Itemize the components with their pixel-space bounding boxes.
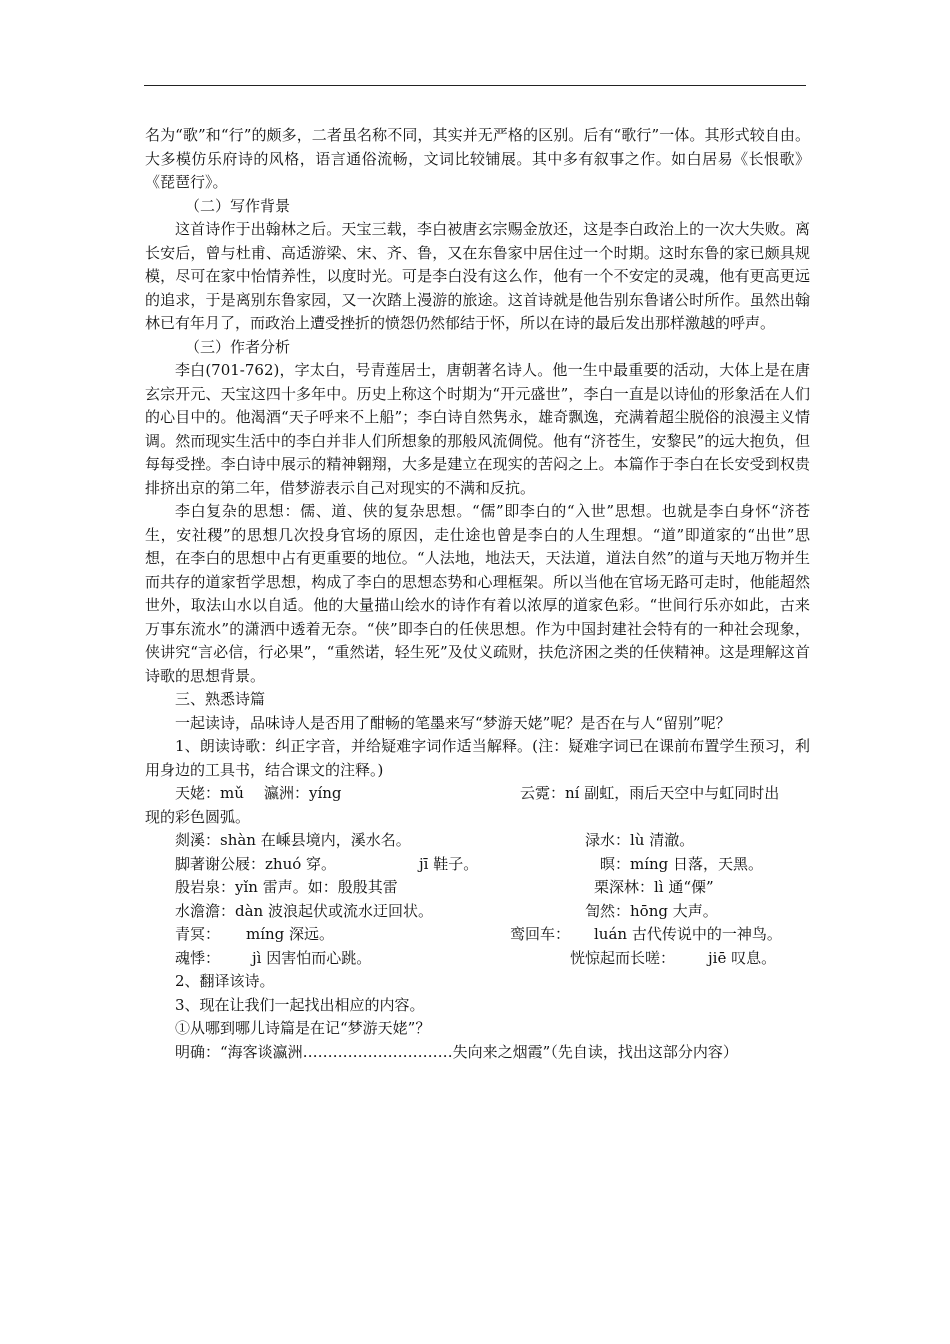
vocab-item: 天姥：mǔ xyxy=(175,784,244,802)
vocab-row xyxy=(145,876,810,900)
paragraph-author-analysis: 李白(701-762)，字太白，号青莲居士，唐朝著名诗人。他一生中最重要的活动，大体上是在唐玄宗开元、天宝这四十多年中。历史上称这个时期为“开元盛世”，李白一直是以诗仙的形象活在人们的心目中的。他渴酒“天子呼来不上船”；李白诗自然隽永，雄奇飘逸，充满着超尘脱俗的浪漫主义情调。然而现实生活中的李白并非人们所想象的那般风流倜傥。他有“济苍生，安黎民”的远大抱负，但每每受挫。李白诗中展示的精神翱翔，大多是建立在现实的苦闷之上。本篇作于李白在长安受到权贵排挤出京的第二年，借梦游表示自己对现实的不满和反抗。 xyxy=(145,361,810,497)
paragraph-gexing: 名为“歌”和“行”的颇多，二者虽名称不同，其实并无严格的区别。后有“歌行”一体。其形式较自由。大多模仿乐府诗的风格，语言通俗流畅，文词比较铺展。其中多有叙事之作。如白居易《长恨歌》《琵琶行》。 xyxy=(145,126,810,191)
vocab-item: 脚著谢公屐：zhuó 穿。 xyxy=(175,854,337,873)
vocab-item: 魂悸： xyxy=(175,948,221,967)
vocab-item: 水澹澹：dàn 波浪起伏或流水迂回状。 xyxy=(175,901,433,920)
vocab-row xyxy=(145,853,810,877)
vocab-item: 栗深林：lì 通“傈” xyxy=(594,878,714,896)
vocab-item: 恍惊起而长嗟： xyxy=(570,948,676,967)
vocab-item: jì 因害怕而心跳。 xyxy=(252,948,372,967)
document-body xyxy=(145,124,810,1064)
vocab-item: 鸾回车： xyxy=(510,925,571,943)
vocab-item: 訇然：hōng 大声。 xyxy=(585,901,718,920)
vocab-item: 剡溪：shàn 在嵊县境内，溪水名。 xyxy=(175,831,411,849)
vocab-row xyxy=(145,947,810,971)
paragraph-question: ①从哪到哪儿诗篇是在记“梦游天姥”？ xyxy=(175,1019,431,1037)
paragraph-translate: 2、翻译该诗。 xyxy=(175,972,275,990)
heading-familiar-poem: 三、熟悉诗篇 xyxy=(175,690,266,708)
paragraph-read-aloud: 1、朗读诗歌：纠正字音，并给疑难字词作适当解释。(注：疑难字词已在课前布置学生预习，利用身边的工具书，结合课文的注释。) xyxy=(145,737,810,779)
paragraph-answer: 明确：“海客谈瀛洲…………………………失向来之烟霞”（先自读，找出这部分内容） xyxy=(175,1042,738,1061)
vocab-item: 渌水：lù 清澈。 xyxy=(585,831,695,849)
vocab-item: míng 深远。 xyxy=(246,925,335,943)
paragraph-read-together: 一起读诗，品味诗人是否用了酣畅的笔墨来写“梦游天姥”呢？是否在与人“留别”呢？ xyxy=(175,713,731,732)
heading-author-analysis: （三）作者分析 xyxy=(185,337,291,356)
vocab-row xyxy=(145,782,810,806)
vocab-item: 青冥： xyxy=(175,925,221,943)
vocab-item: 殷岩泉：yǐn 雷声。如：殷殷其雷 xyxy=(175,878,398,896)
paragraph-find-content: 3、现在让我们一起找出相应的内容。 xyxy=(175,995,425,1014)
vocab-item: 瀛洲：yíng xyxy=(264,784,342,802)
vocab-item: luán 古代传说中的一神鸟。 xyxy=(594,925,782,943)
vocab-row xyxy=(145,923,810,947)
vocab-item: jī 鞋子。 xyxy=(419,854,479,873)
paragraph-libai-thought: 李白复杂的思想：儒、道、侠的复杂思想。“儒”即李白的“入世”思想。也就是李白身怀“济苍生，安社稷”的思想几次投身官场的原因，走仕途也曾是李白的人生理想。“道”即道家的“出世”思想，在李白的思想中占有更重要的地位。“人法地，地法天，天法道，道法自然”的道与天地万物并生而共存的道家哲学思想，构成了李白的思想态势和心理框架。所以当他在官场无路可走时，他能超然世外，取法山水以自适。他的大量描山绘水的诗作有着以浓厚的道家色彩。“世间行乐亦如此，古来万事东流水”的潇洒中透着无奈。“侠”即李白的任侠思想。作为中国封建社会特有的一种社会现象，侠讲究“言必信，行必果”，“重然诺，轻生死”及仗义疏财，扶危济困之类的任侠精神。这是理解这首诗歌的思想背景。 xyxy=(145,502,810,685)
vocab-item: jiē 叹息。 xyxy=(708,948,777,967)
vocab-row xyxy=(145,829,810,853)
paragraph-writing-background: 这首诗作于出翰林之后。天宝三载，李白被唐玄宗赐金放还，这是李白政治上的一次大失败。离长安后，曾与杜甫、高适游梁、宋、齐、鲁，又在东鲁家中居住过一个时期。这时东鲁的家已颇具规模，尽可在家中怡情养性，以度时光。可是李白没有这么作，他有一个不安定的灵魂，他有更高更远的追求，于是离别东鲁家园，又一次踏上漫游的旅途。这首诗就是他告别东鲁诸公时所作。虽然出翰林已有年月了，而政治上遭受挫折的愤怨仍然郁结于怀，所以在诗的最后发出那样激越的呼声。 xyxy=(145,220,810,332)
vocab-item: 云霓：ní 副虹，雨后天空中与虹同时出 xyxy=(520,784,780,802)
vocab-continuation: 现的彩色圆弧。 xyxy=(145,807,251,826)
header-rule xyxy=(144,85,806,86)
vocab-item: 暝：míng 日落，天黑。 xyxy=(600,854,764,873)
vocab-row xyxy=(145,900,810,924)
heading-writing-background: （二）写作背景 xyxy=(185,196,291,215)
